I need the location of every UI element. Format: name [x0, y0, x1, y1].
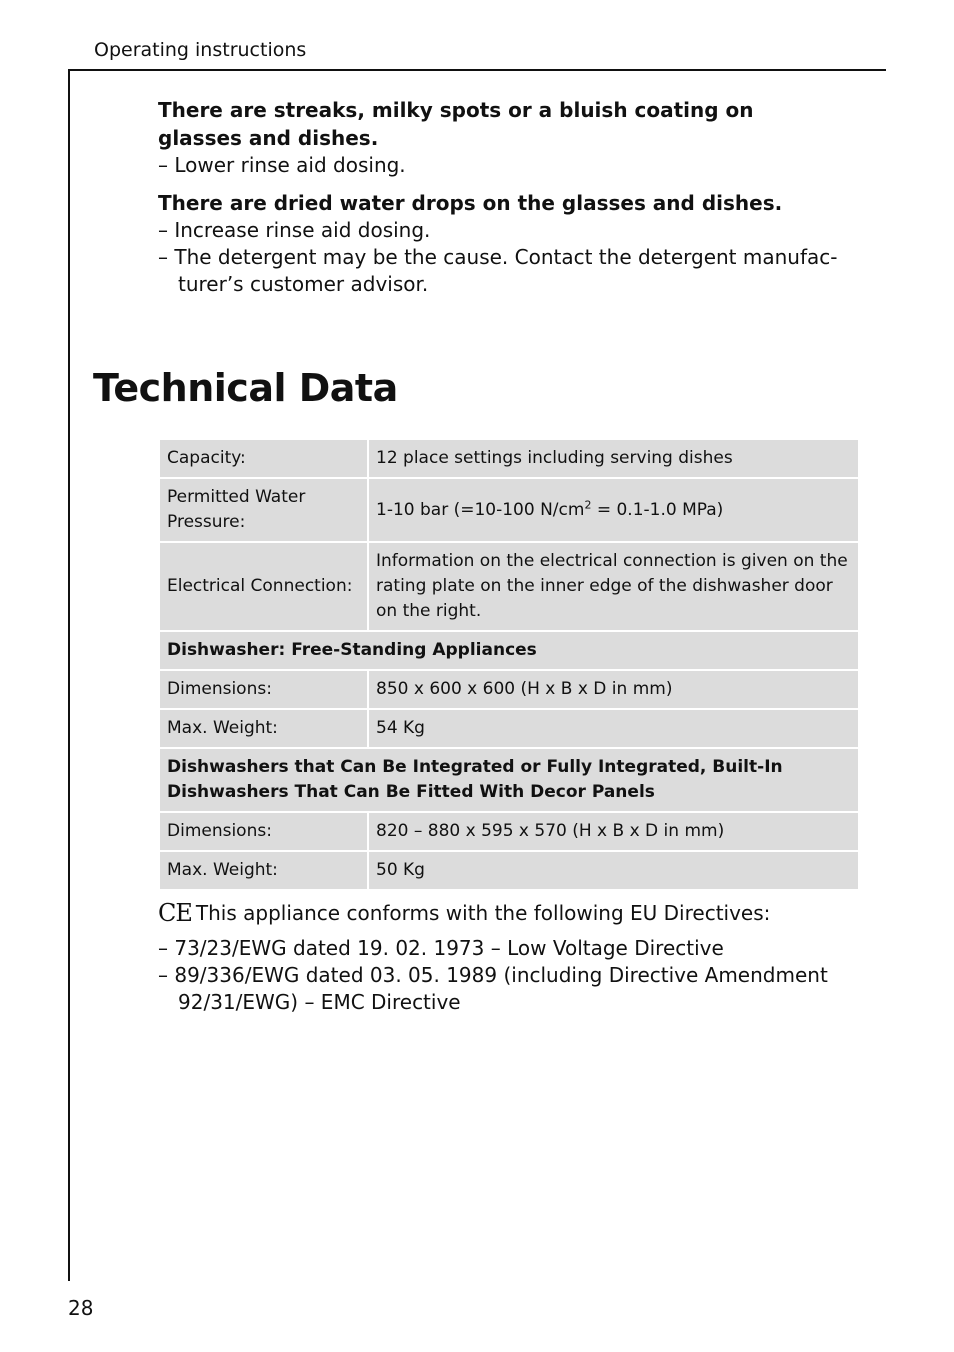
electrical-label: Electrical Connection: — [159, 542, 368, 631]
table-row — [159, 439, 859, 478]
technical-data-table — [158, 438, 860, 891]
conformity-section — [158, 900, 858, 1016]
table-row — [159, 631, 859, 670]
table-row — [159, 670, 859, 709]
table-row — [159, 709, 859, 748]
pressure-value-text: 1-10 bar (=10-100 N/cm — [376, 499, 585, 520]
capacity-label: Capacity: — [159, 439, 368, 478]
ce-mark-icon: CE — [158, 899, 192, 927]
dimensions-value: 850 x 600 x 600 (H x B x D in mm) — [368, 670, 859, 709]
electrical-value: Information on the electrical connection is given on the rating plate on the inner edge of the dishwasher door on the right. — [368, 542, 859, 631]
conformity-statement: This appliance conforms with the following EU Directives: — [195, 901, 771, 925]
weight-value: 50 Kg — [368, 851, 859, 890]
pressure-value — [368, 478, 859, 542]
table-row — [159, 812, 859, 851]
freestanding-heading: Dishwasher: Free-Standing Appliances — [159, 631, 859, 670]
weight-value: 54 Kg — [368, 709, 859, 748]
dimensions-value: 820 – 880 x 595 x 570 (H x B x D in mm) — [368, 812, 859, 851]
margin-rule — [68, 69, 70, 1281]
directive-item: – 73/23/EWG dated 19. 02. 1973 – Low Voltage Directive — [158, 936, 724, 960]
pressure-label: Permitted Water Pressure: — [159, 478, 368, 542]
page-number: 28 — [68, 1296, 94, 1320]
weight-label: Max. Weight: — [159, 851, 368, 890]
integrated-heading: Dishwashers that Can Be Integrated or Fully Integrated, Built-In Dishwashers That Can Be Fitted With Decor Panels — [159, 748, 859, 812]
directive-list — [158, 935, 858, 1016]
directive-item: – 89/336/EWG dated 03. 05. 1989 (including Directive Amendment 92/31/EWG) – EMC Directive — [158, 963, 828, 1014]
pressure-value-text: = 0.1-1.0 MPa) — [591, 499, 724, 520]
section-title: Technical Data — [93, 366, 398, 410]
table-row — [159, 748, 859, 812]
remedy-list — [158, 152, 838, 179]
problem-heading: There are dried water drops on the glasses and dishes. — [158, 191, 783, 215]
troubleshooting-section — [158, 96, 838, 298]
remedy-item: – Increase rinse aid dosing. — [158, 218, 431, 242]
table-row — [159, 478, 859, 542]
pressure-value-superscript: 2 — [584, 497, 592, 511]
remedy-list — [158, 217, 838, 298]
weight-label: Max. Weight: — [159, 709, 368, 748]
table-row — [159, 851, 859, 890]
dimensions-label: Dimensions: — [159, 812, 368, 851]
conformity-statement-line — [158, 900, 858, 927]
header-rule — [68, 69, 886, 71]
capacity-value: 12 place settings including serving dishes — [368, 439, 859, 478]
dimensions-label: Dimensions: — [159, 670, 368, 709]
remedy-item: – Lower rinse aid dosing. — [158, 153, 406, 177]
problem-heading: There are streaks, milky spots or a bluish coating on glasses and dishes. — [158, 98, 754, 150]
remedy-item: – The detergent may be the cause. Contact the detergent manufac-turer’s customer advisor. — [158, 245, 838, 296]
running-header: Operating instructions — [94, 39, 307, 61]
table-row — [159, 542, 859, 631]
